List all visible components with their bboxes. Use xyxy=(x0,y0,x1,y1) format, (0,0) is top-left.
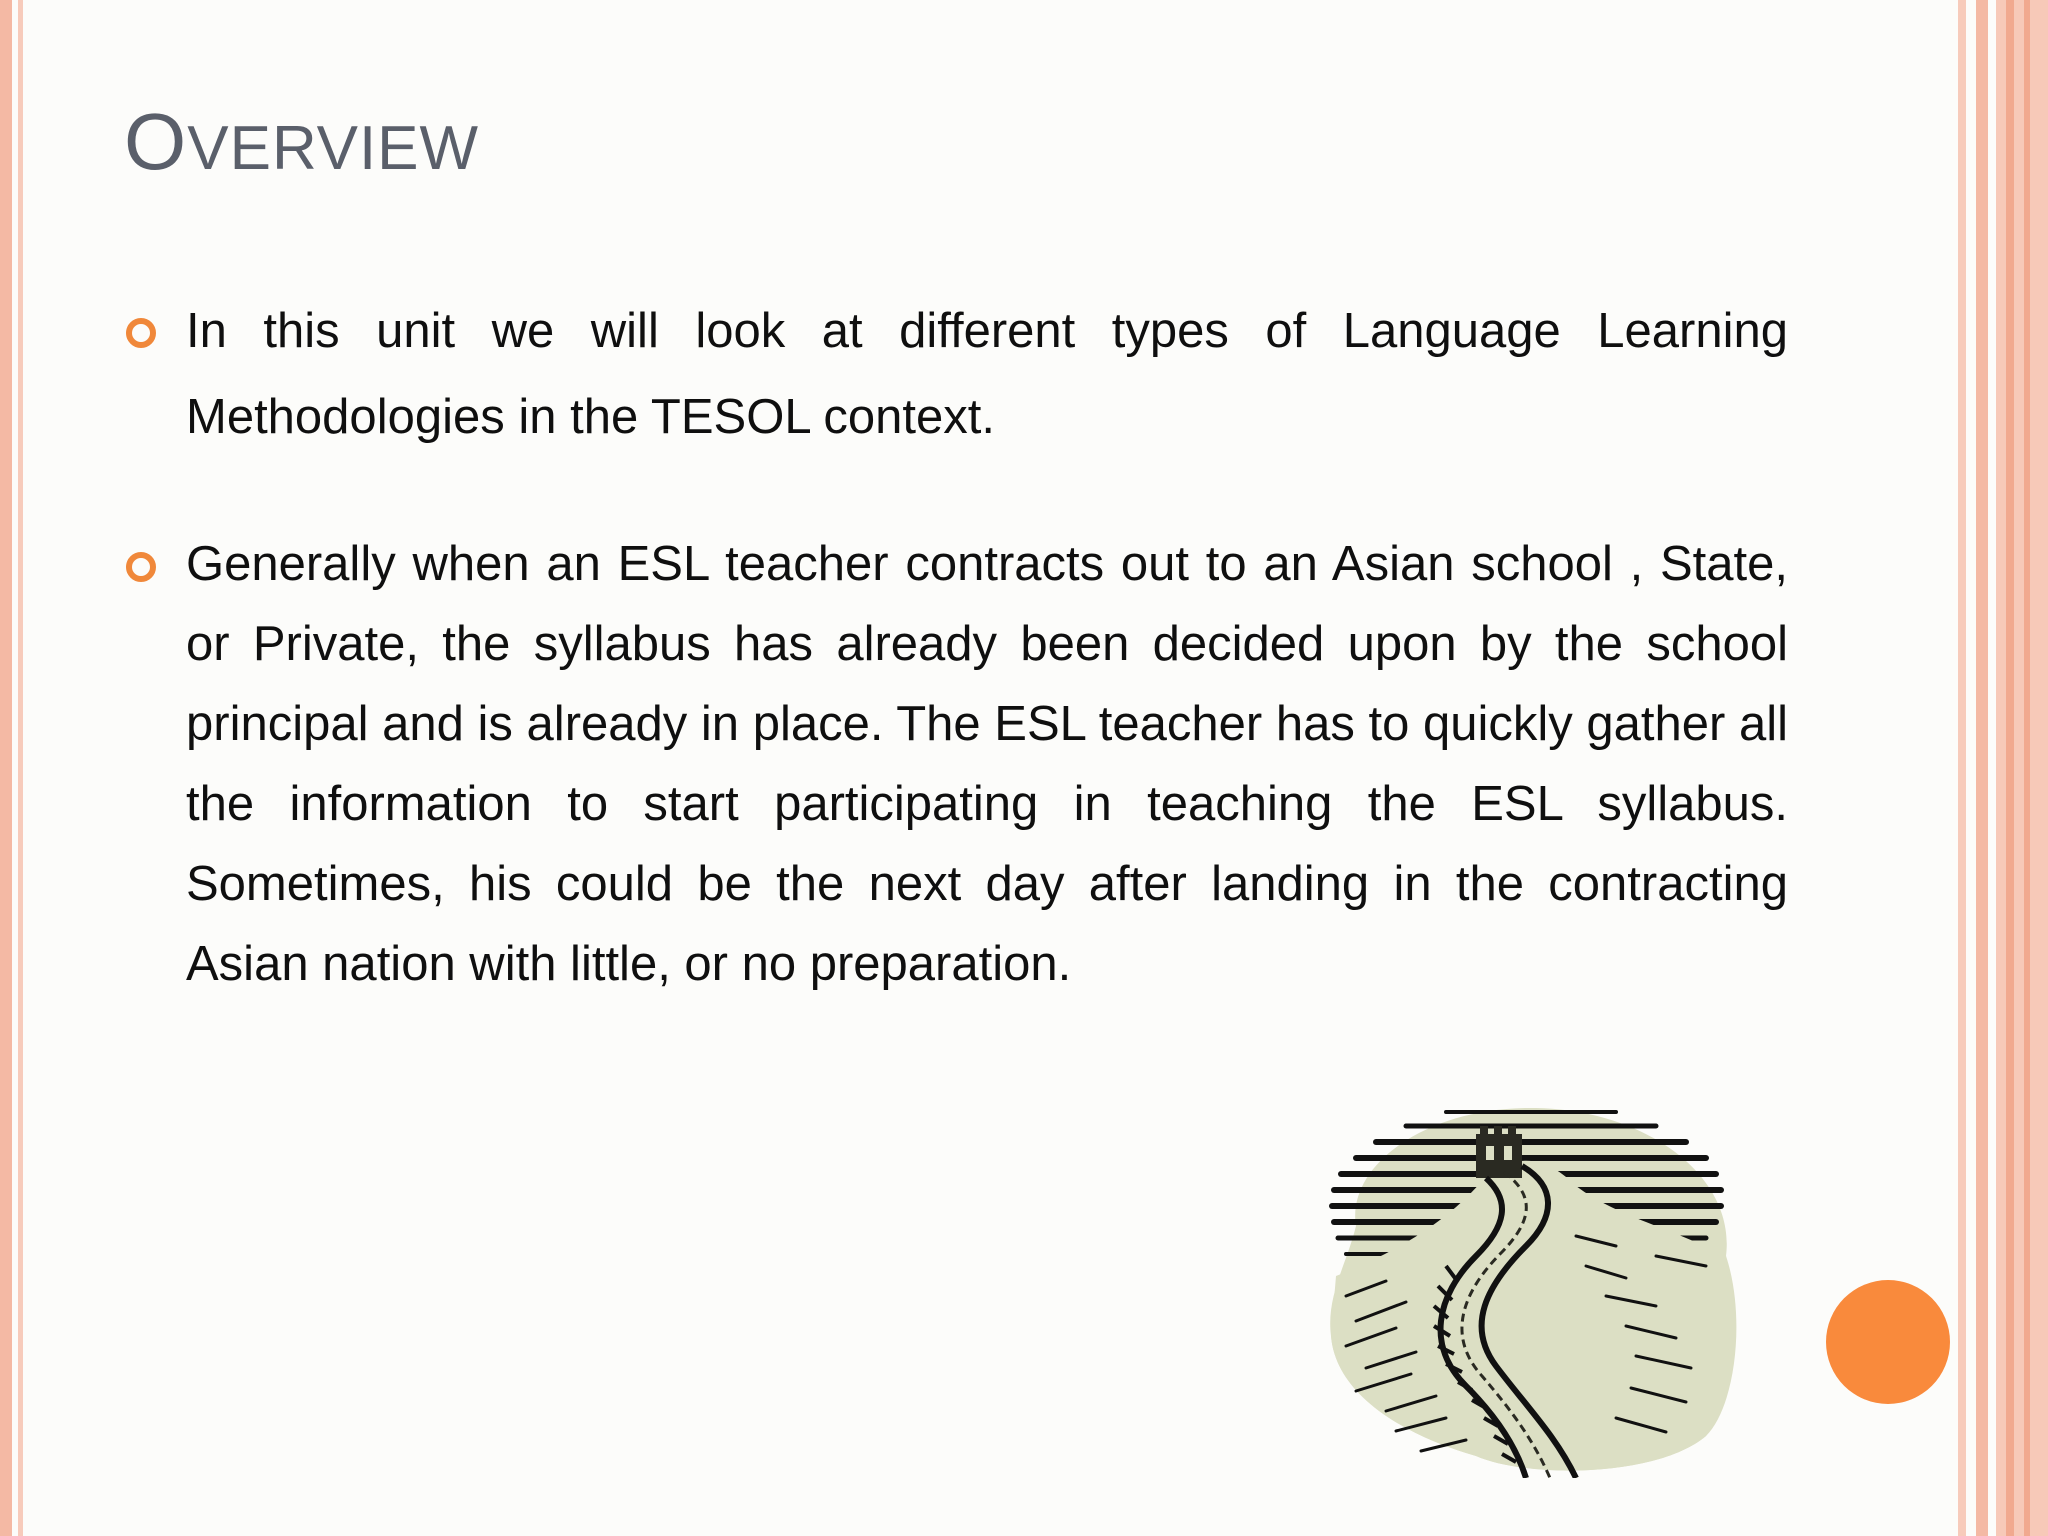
slide-title-rest: VERVIEW xyxy=(187,114,480,183)
slide-title-initial: O xyxy=(124,97,188,186)
hollow-circle-bullet-icon xyxy=(126,552,156,582)
great-wall-clipart-icon xyxy=(1326,1106,1740,1478)
bullet-text: In this unit we will look at different types of Language Learning Methodologies in the TESOL context. xyxy=(186,304,1788,444)
slide-title xyxy=(124,96,479,188)
left-border-thick xyxy=(0,0,12,1536)
right-border-middle xyxy=(1976,0,1988,1536)
clipart-tower xyxy=(1476,1126,1522,1178)
hollow-circle-bullet-icon xyxy=(126,318,156,348)
bullet-list xyxy=(124,288,1788,1004)
bullet-text: Generally when an ESL teacher contracts out to an Asian school , State, or Private, the syllabus has already been decided upon by the school principal and is already in place. The ESL teacher has to quickly gather all the information to start participating in teaching the ESL syllabus. Sometimes, his could be the next day after landing in the contracting Asian nation with little, or no preparation. xyxy=(186,537,1788,991)
bullet-item xyxy=(124,288,1788,460)
right-border-inner xyxy=(1958,0,1966,1536)
right-border-stripe-1 xyxy=(2006,0,2014,1536)
left-border-thin xyxy=(18,0,23,1536)
bullet-item xyxy=(124,524,1788,1004)
orange-circle-decoration xyxy=(1826,1280,1950,1404)
right-border-stripe-2 xyxy=(2024,0,2030,1536)
right-border-outer xyxy=(1996,0,2048,1536)
